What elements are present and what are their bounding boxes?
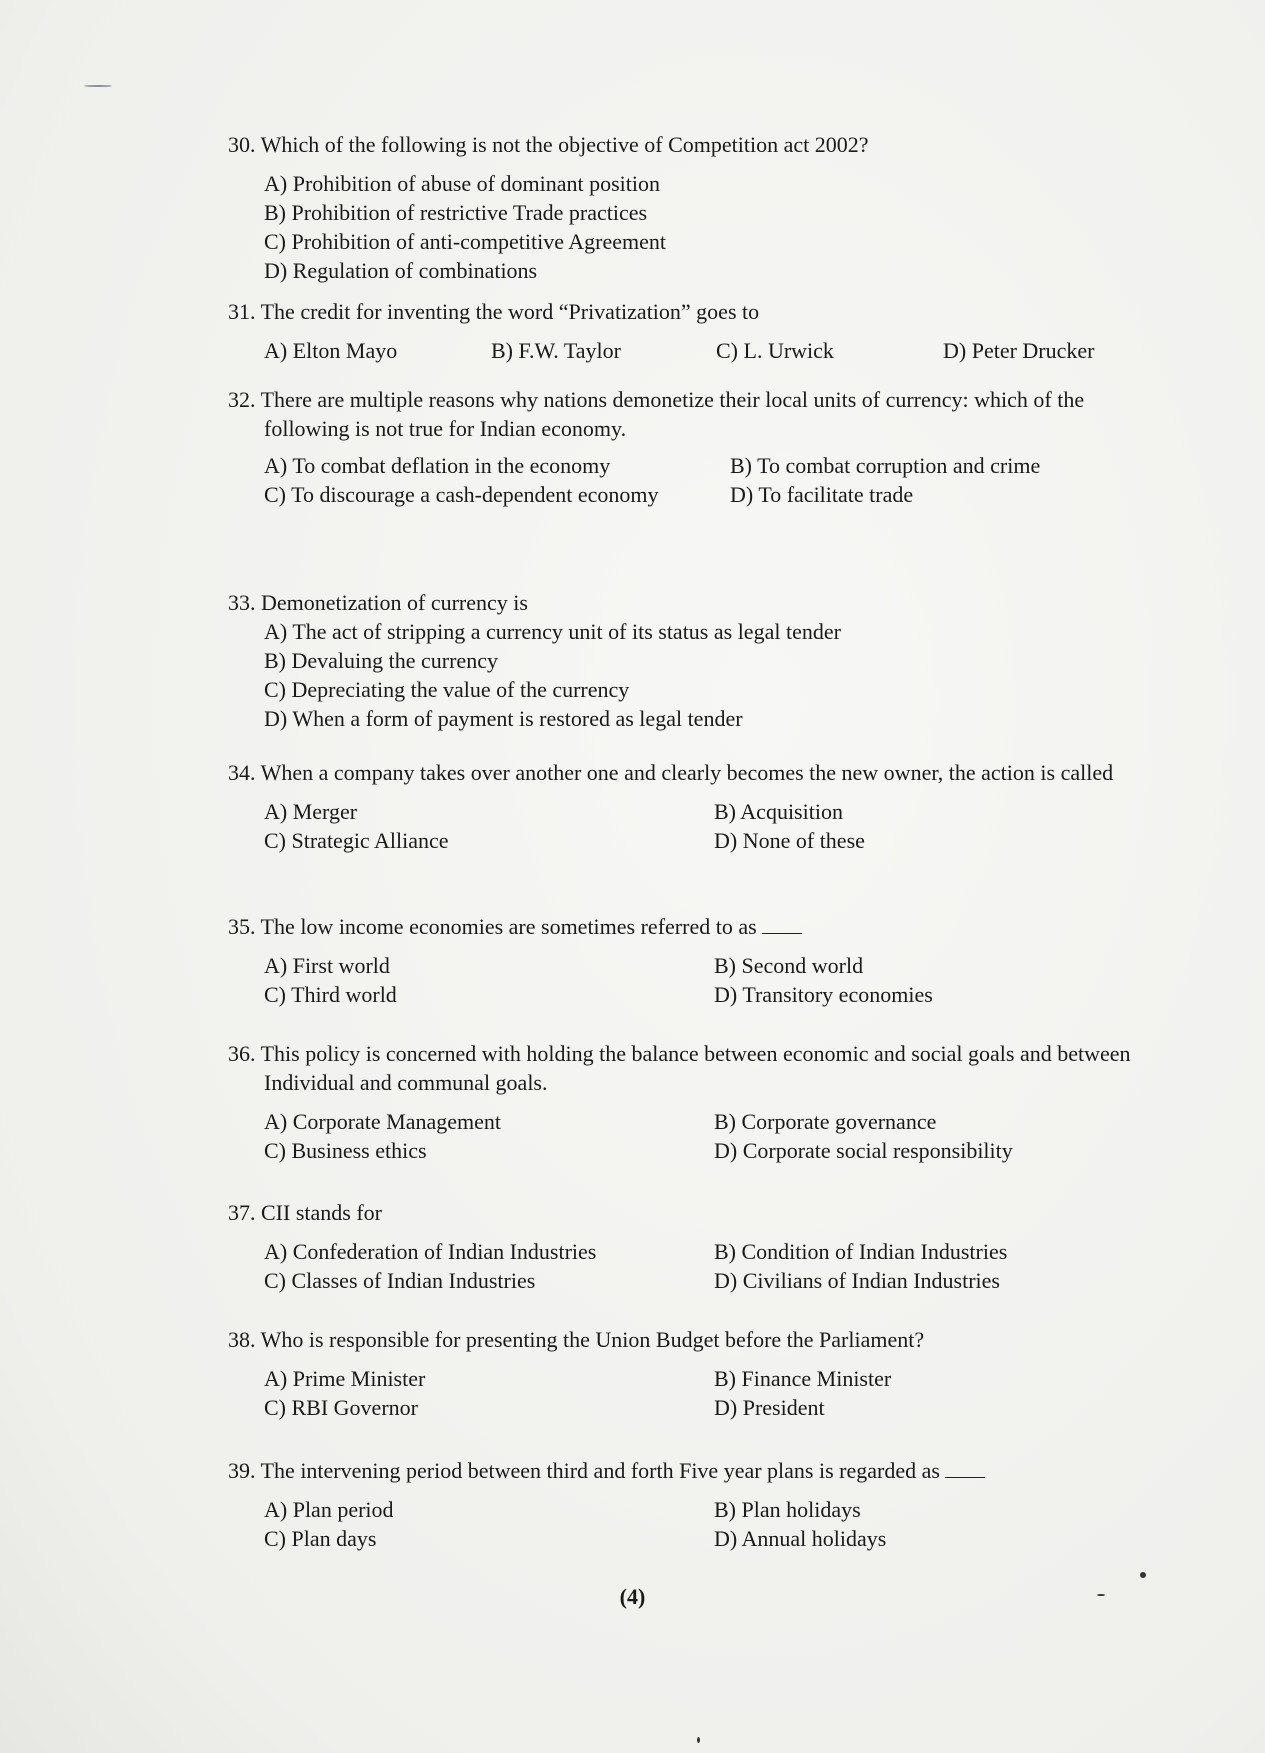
question-31 (228, 297, 1168, 365)
option-b: B) F.W. Taylor (491, 338, 621, 363)
option-a: A) Prohibition of abuse of dominant position (264, 171, 660, 196)
option-d: D) Peter Drucker (943, 338, 1095, 363)
question-text: CII stands for (261, 1200, 382, 1225)
question-stem (228, 588, 1168, 617)
question-37 (228, 1198, 1168, 1295)
option-d: D) None of these (714, 828, 865, 853)
question-35 (228, 912, 1168, 1009)
question-33 (228, 588, 1168, 733)
question-text: The intervening period between third and forth Five year plans is regarded as (260, 1458, 940, 1483)
question-39 (228, 1456, 1168, 1553)
options-list (264, 1107, 1168, 1165)
answer-blank (762, 915, 802, 934)
option-c: C) RBI Governor (264, 1395, 418, 1420)
question-number: 37. (228, 1200, 256, 1225)
option-a: A) Corporate Management (264, 1109, 502, 1134)
question-stem (228, 385, 1168, 443)
option-d: D) President (714, 1395, 825, 1420)
option-d: D) To facilitate trade (730, 482, 914, 507)
option-d: D) Civilians of Indian Industries (714, 1268, 1000, 1293)
question-text: Which of the following is not the objective of Competition act 2002? (260, 132, 869, 157)
question-38 (228, 1325, 1168, 1422)
question-30 (228, 130, 1168, 285)
option-b: B) Condition of Indian Industries (714, 1239, 1008, 1264)
options-list (264, 951, 1168, 1009)
page-number: (4) (619, 1584, 646, 1609)
options-list (264, 1237, 1168, 1295)
scan-speck (1097, 1594, 1105, 1596)
question-number: 32. (228, 387, 256, 412)
option-d: D) Regulation of combinations (264, 258, 538, 283)
question-number: 36. (228, 1041, 256, 1066)
options-list (264, 797, 1168, 855)
option-a: A) Plan period (264, 1497, 394, 1522)
options-list (264, 451, 1168, 509)
option-c: C) Business ethics (264, 1138, 427, 1163)
question-stem (228, 912, 1168, 941)
option-a: A) To combat deflation in the economy (264, 453, 611, 478)
option-b: B) Plan holidays (714, 1497, 861, 1522)
option-c: C) Prohibition of anti-competitive Agreement (264, 229, 667, 254)
question-text: When a company takes over another one and clearly becomes the new owner, the action is called (260, 760, 1114, 785)
answer-blank (945, 1459, 985, 1478)
option-b: B) Acquisition (714, 799, 843, 824)
question-text: This policy is concerned with holding the balance between economic and social goals and between Individual and communal goals. (260, 1041, 1131, 1095)
option-d: D) Annual holidays (714, 1526, 887, 1551)
option-d: D) When a form of payment is restored as legal tender (264, 706, 743, 731)
options-list (264, 617, 1168, 733)
question-text: Demonetization of currency is (261, 590, 528, 615)
scan-speck (697, 1737, 700, 1743)
question-number: 35. (228, 914, 256, 939)
question-stem (228, 1039, 1168, 1097)
option-b: B) Finance Minister (714, 1366, 892, 1391)
question-34 (228, 758, 1168, 855)
option-c: C) Third world (264, 982, 397, 1007)
option-c: C) L. Urwick (716, 338, 834, 363)
option-c: C) Plan days (264, 1526, 377, 1551)
question-text: Who is responsible for presenting the Union Budget before the Parliament? (260, 1327, 925, 1352)
question-number: 34. (228, 760, 256, 785)
question-stem (228, 130, 1168, 159)
options-list (264, 1495, 1168, 1553)
option-a: A) Prime Minister (264, 1366, 426, 1391)
question-stem (228, 1456, 1168, 1485)
options-list (264, 1364, 1168, 1422)
option-b: B) Devaluing the currency (264, 648, 498, 673)
option-a: A) The act of stripping a currency unit of its status as legal tender (264, 619, 841, 644)
question-stem (228, 297, 1168, 326)
scan-speck (1140, 1572, 1146, 1578)
question-number: 39. (228, 1458, 256, 1483)
option-c: C) Depreciating the value of the currency (264, 677, 630, 702)
option-d: D) Corporate social responsibility (714, 1138, 1013, 1163)
question-text: The credit for inventing the word “Privatization” goes to (260, 299, 760, 324)
option-b: B) Second world (714, 953, 864, 978)
option-a: A) Confederation of Indian Industries (264, 1239, 597, 1264)
question-stem (228, 1325, 1168, 1354)
question-number: 33. (228, 590, 256, 615)
option-a: A) First world (264, 953, 390, 978)
option-c: C) Strategic Alliance (264, 828, 449, 853)
option-b: B) Corporate governance (714, 1109, 937, 1134)
question-stem (228, 758, 1168, 787)
option-b: B) Prohibition of restrictive Trade practices (264, 200, 648, 225)
question-stem (228, 1198, 1168, 1227)
question-number: 31. (228, 299, 256, 324)
question-number: 38. (228, 1327, 256, 1352)
question-number: 30. (228, 132, 256, 157)
question-32 (228, 385, 1168, 509)
option-b: B) To combat corruption and crime (730, 453, 1041, 478)
option-c: C) Classes of Indian Industries (264, 1268, 536, 1293)
scan-speck (84, 85, 112, 87)
option-a: A) Elton Mayo (264, 338, 398, 363)
question-36 (228, 1039, 1168, 1165)
option-d: D) Transitory economies (714, 982, 933, 1007)
options-list (264, 336, 1168, 365)
option-c: C) To discourage a cash-dependent economy (264, 482, 659, 507)
question-text: There are multiple reasons why nations demonetize their local units of currency: which of the following is not true for Indian economy. (260, 387, 1085, 441)
option-a: A) Merger (264, 799, 358, 824)
options-list (264, 169, 1168, 285)
question-text: The low income economies are sometimes referred to as (260, 914, 757, 939)
